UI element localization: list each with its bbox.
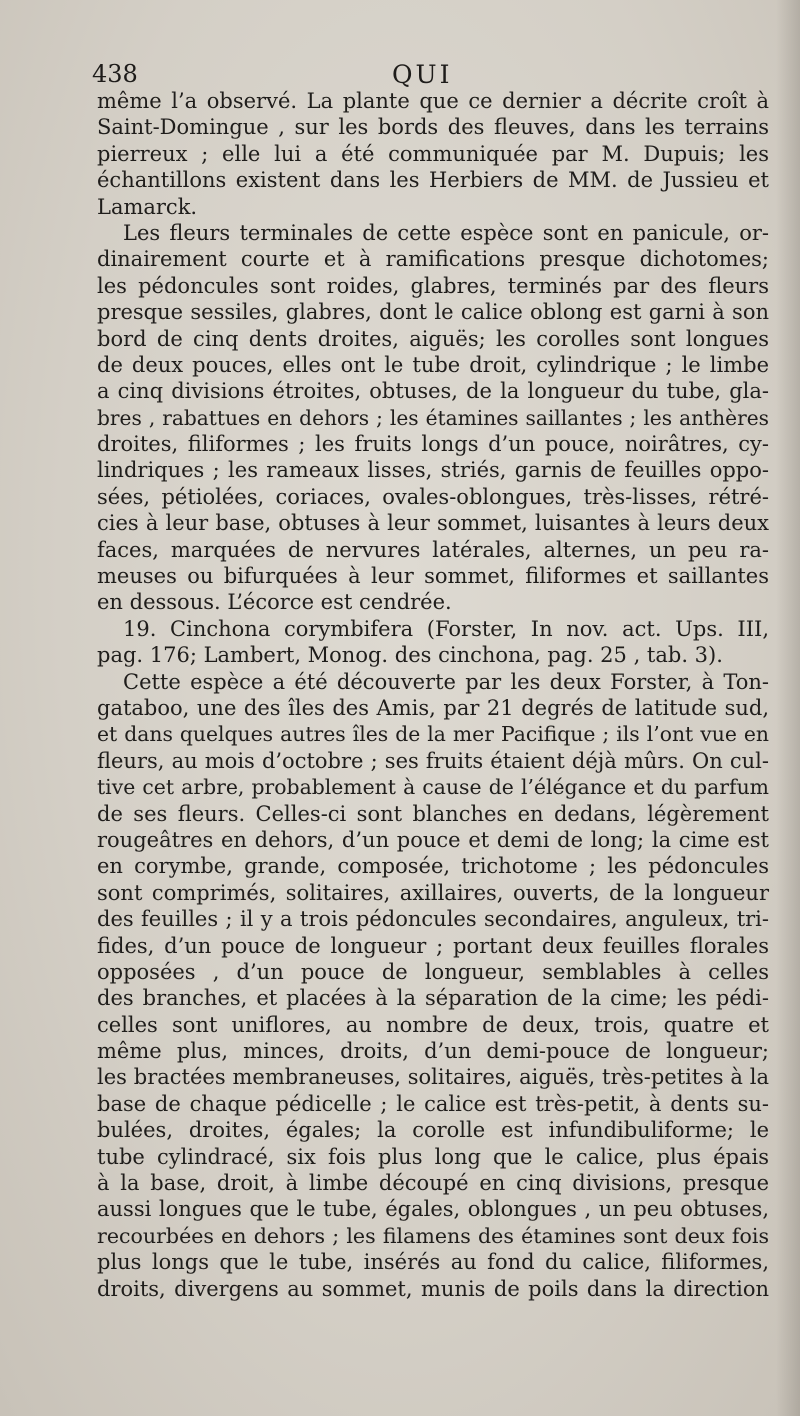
text-line: faces, marquées de nervures latérales, alternes, un peu ra- <box>97 537 769 562</box>
running-head: QUI <box>392 60 453 89</box>
text-line: pag. 176; Lambert, Monog. des cinchona, pag. 25 , tab. 3). <box>97 643 723 668</box>
text-line: Lamarck. <box>97 194 198 219</box>
text-line: les pédoncules sont roides, glabres, terminés par des fleurs <box>97 273 769 298</box>
text-line: même l’a observé. La plante que ce dernier a décrite croît à <box>97 89 769 113</box>
text-line: droites, filiformes ; les fruits longs d’un pouce, noirâtres, cy- <box>97 432 769 457</box>
text-line: a cinq divisions étroites, obtuses, de la longueur du tube, gla- <box>97 379 769 404</box>
text-line: dinairement courte et à ramifications presque dichotomes; <box>97 247 769 272</box>
text-line: Saint-Domingue , sur les bords des fleuves, dans les terrains <box>97 115 769 140</box>
text-line: lindriques ; les rameaux lisses, striés, garnis de feuilles oppo- <box>97 458 769 483</box>
text-line: meuses ou bifurquées à leur sommet, filiformes et saillantes <box>97 564 769 589</box>
text-line: sont comprimés, solitaires, axillaires, ouverts, de la longueur <box>97 880 769 905</box>
text-line: tive cet arbre, probablement à cause de l’élégance et du parfum <box>97 775 769 800</box>
text-line: bres , rabattues en dehors ; les étamines saillantes ; les anthères <box>97 405 769 430</box>
text-line: de deux pouces, elles ont le tube droit, cylindrique ; le limbe <box>97 352 769 377</box>
text-line: 19. Cinchona corymbifera (Forster, In nov. act. Ups. III, <box>123 616 769 641</box>
text-line: opposées , d’un pouce de longueur, semblables à celles <box>97 959 769 984</box>
text-line: droits, divergens au sommet, munis de poils dans la direction <box>97 1276 769 1301</box>
text-line: échantillons existent dans les Herbiers de MM. de Jussieu et <box>97 168 769 193</box>
text-line: bulées, droites, égales; la corolle est infundibuliforme; le <box>97 1118 769 1143</box>
text-line: celles sont uniflores, au nombre de deux, trois, quatre et <box>97 1012 769 1037</box>
text-line: recourbées en dehors ; les filamens des étamines sont deux fois <box>97 1223 769 1248</box>
text-line: des feuilles ; il y a trois pédoncules secondaires, anguleux, tri- <box>97 907 769 932</box>
text-line: aussi longues que le tube, égales, oblongues , un peu obtuses, <box>97 1197 769 1222</box>
text-line: tube cylindracé, six fois plus long que le calice, plus épais <box>97 1144 769 1169</box>
text-line: les bractées membraneuses, solitaires, aiguës, très-petites à la <box>97 1065 769 1090</box>
page-number: 438 <box>92 60 138 88</box>
text-line: gataboo, une des îles des Amis, par 21 degrés de latitude sud, <box>97 695 769 720</box>
text-line: de ses fleurs. Celles-ci sont blanches en dedans, légèrement <box>97 801 769 826</box>
text-line: cies à leur base, obtuses à leur sommet, luisantes à leurs deux <box>97 511 769 536</box>
text-line: des branches, et placées à la séparation de la cime; les pédi- <box>97 986 769 1011</box>
text-line: en dessous. L’écorce est cendrée. <box>97 590 452 615</box>
text-line: sées, pétiolées, coriaces, ovales-oblongues, très-lisses, rétré- <box>97 484 769 509</box>
text-line: Les fleurs terminales de cette espèce sont en panicule, or- <box>123 220 769 245</box>
text-line: presque sessiles, glabres, dont le calice oblong est garni à son <box>97 300 769 325</box>
text-line: pierreux ; elle lui a été communiquée par M. Dupuis; les <box>97 141 769 166</box>
text-line: à la base, droit, à limbe découpé en cinq divisions, presque <box>97 1171 769 1196</box>
text-line: fleurs, au mois d’octobre ; ses fruits étaient déjà mûrs. On cul- <box>97 748 769 773</box>
body-text <box>97 88 769 1302</box>
text-line: et dans quelques autres îles de la mer Pacifique ; ils l’ont vue en <box>97 722 769 747</box>
text-line: bord de cinq dents droites, aiguës; les corolles sont longues <box>97 326 769 351</box>
text-line: Cette espèce a été découverte par les deux Forster, à Ton- <box>123 669 769 694</box>
text-line: base de chaque pédicelle ; le calice est très-petit, à dents su- <box>97 1091 769 1116</box>
page-edge-shadow <box>776 0 800 1416</box>
text-line: plus longs que le tube, insérés au fond du calice, filiformes, <box>97 1250 769 1275</box>
text-line: fides, d’un pouce de longueur ; portant deux feuilles florales <box>97 933 769 958</box>
text-line: rougeâtres en dehors, d’un pouce et demi de long; la cime est <box>97 827 769 852</box>
text-line: même plus, minces, droits, d’un demi-pouce de longueur; <box>97 1039 769 1064</box>
text-line: en corymbe, grande, composée, trichotome ; les pédoncules <box>97 854 769 879</box>
